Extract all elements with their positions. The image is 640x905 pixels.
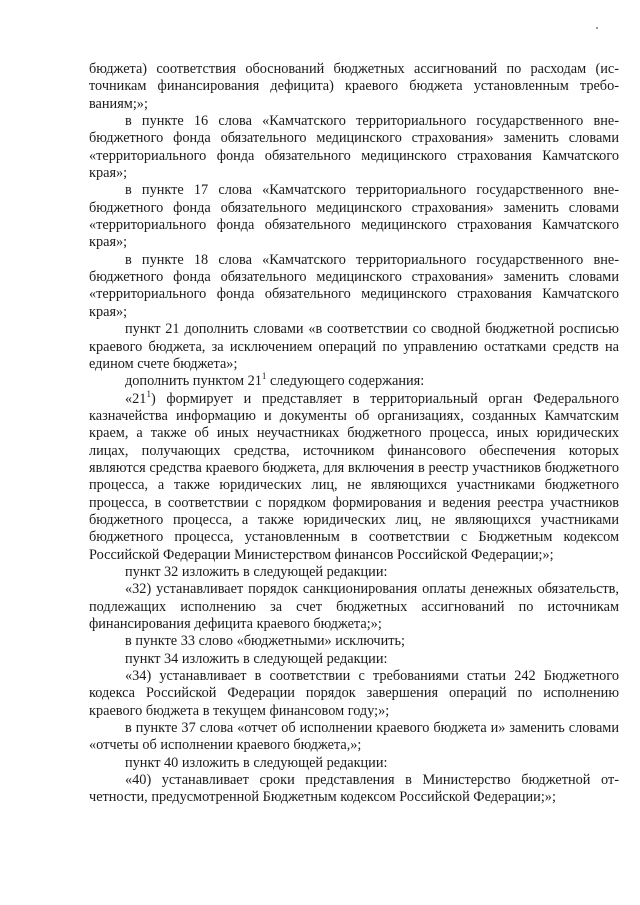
scan-speck [596, 27, 598, 29]
paragraph-9: «32) устанавливает порядок санкционирования оплаты денежных обязательств, подлежащих исполнению за счет бюджетных ассигнований по источникам финансирования дефицита краевого бюджета;»; [89, 581, 619, 632]
paragraph-12: «34) устанавливает в соответствии с требованиями статьи 242 Бюджетного кодекса Российской Федерации порядок завершения операций по исполнению краевого бюджета в текущем финансовом году;»; [89, 668, 619, 719]
paragraph-11: пункт 34 изложить в следующей редакции: [125, 650, 388, 667]
paragraph-1: бюджета) соответствия обоснований бюджетных ассигнований по расходам (источникам финансирования дефицита) краевого бюджета установленным требованиям;»; [89, 61, 619, 112]
document-body [89, 61, 619, 807]
paragraph-3: в пункте 17 слова «Камчатского территориального государственного внебюджетного фонда обязательного медицинского страхования» заменить словами «территориального фонда обязательного медицинского страхования Камчатского края»; [89, 182, 619, 251]
paragraph-7: «$21^1$) формирует и представляет в территориальный орган Федерального казначейства информацию и документы об организациях, созданных Камчатским краем, а также об иных неучастниках бюджетного процесса, иных юридических лицах, получающих средства, источником финансового обеспечения которых являются средства краевого бюджета, для включения в реестр участников бюджетного процесса, а также юридических лиц, не являющихся участниками бюджетного процесса, в соответствии с порядком формирования и ведения реестра участников бюджетного процесса, а также юридических лиц, не являющихся участниками бюджетного процесса, установленным в соответствии с Бюджетным кодексом Российской Федерации Министерством финансов Российской Федерации;»; [89, 388, 619, 563]
paragraph-15: «40) устанавливает сроки представления в Министерство бюджетной отчетности, предусмотренной Бюджетным кодексом Российской Федерации;»; [89, 772, 619, 806]
paragraph-5: пункт 21 дополнить словами «в соответствии со сводной бюджетной росписью краевого бюджета, за исключением операций по управлению остатками средств на едином счете бюджета»; [89, 321, 619, 372]
paragraph-14: пункт 40 изложить в следующей редакции: [125, 754, 388, 771]
paragraph-8: пункт 32 изложить в следующей редакции: [125, 563, 388, 580]
paragraph-2: в пункте 16 слова «Камчатского территориального государственного внебюджетного фонда обязательного медицинского страхования» заменить словами «территориального фонда обязательного медицинского страхования Камчатского края»; [89, 113, 619, 182]
paragraph-10: в пункте 33 слово «бюджетными» исключить; [125, 633, 405, 650]
paragraph-13: в пункте 37 слова «отчет об исполнении краевого бюджета и» заменить словами «отчеты об исполнении краевого бюджета,»; [89, 720, 619, 754]
paragraph-6: дополнить пунктом $21^1$ следующего содержания: [125, 371, 425, 390]
paragraph-4: в пункте 18 слова «Камчатского территориального государственного внебюджетного фонда обязательного медицинского страхования» заменить словами «территориального фонда обязательного медицинского страхования Камчатского края»; [89, 251, 619, 320]
